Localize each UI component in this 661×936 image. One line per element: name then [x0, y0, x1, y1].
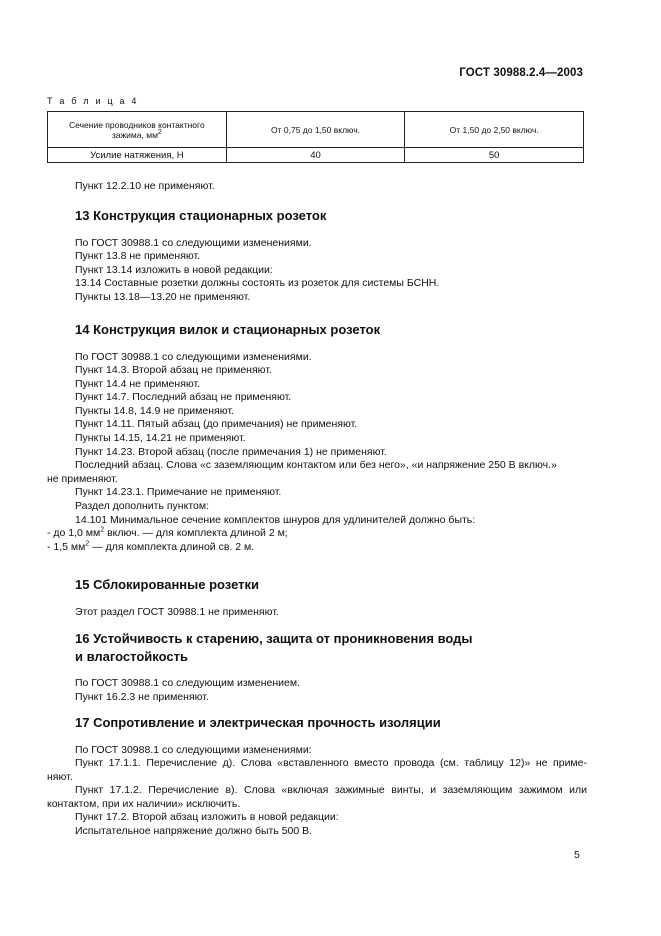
text-line: Последний абзац. Слова «с заземляющим контактом или без него», «и напряжение 250 В включ.»	[75, 459, 557, 472]
text-line: Пункты 14.8, 14.9 не применяют.	[75, 404, 234, 417]
text-line: Пункт 13.14 изложить в новой редакции:	[75, 263, 273, 276]
text-line: Пункт 13.8 не применяют.	[75, 250, 201, 263]
page-number: 5	[574, 849, 580, 861]
text-line: По ГОСТ 30988.1 со следующими изменениями.	[75, 350, 312, 363]
text-line: По ГОСТ 30988.1 со следующим изменением.	[75, 677, 301, 689]
section-heading: 15 Сблокированные розетки	[75, 577, 260, 592]
table-cell: От 1,50 до 2,50 включ.	[405, 112, 584, 148]
table-cell: От 0,75 до 1,50 включ.	[226, 112, 405, 148]
text-line: 14.101 Минимальное сечение комплектов шнуров для удлинителей должно быть:	[75, 513, 476, 526]
table-cell: 40	[226, 148, 405, 163]
section-heading: и влагостойкость	[75, 648, 188, 664]
text-line: Пункт 16.2.3 не применяют.	[75, 690, 209, 703]
list-item: - до 1,0 $мм^2$ включ. — для комплекта длиной 2 м;	[47, 526, 288, 540]
text-line: Пункты 13.18—13.20 не применяют.	[75, 290, 251, 303]
document-header: ГОСТ 30988.2.4—2003	[459, 67, 583, 79]
table-row	[48, 112, 584, 148]
section-13	[47, 207, 587, 304]
text-line: Пункт 17.2. Второй абзац изложить в новой редакции:	[75, 811, 339, 824]
section-14	[47, 321, 587, 554]
text-line: Пункты 14.15, 14.21 не применяют.	[75, 432, 246, 445]
table-row	[48, 148, 584, 163]
section-16	[47, 630, 587, 704]
section-heading: 16 Устойчивость к старению, защита от проникновения воды	[75, 631, 473, 646]
text-line: Раздел дополнить пунктом:	[75, 500, 209, 513]
table-cell: 50	[405, 148, 584, 163]
table-cell: Сечение проводников контактного зажима, $мм^2$	[48, 112, 227, 148]
section-17	[47, 714, 587, 839]
text-line: Пункт 14.23. Второй абзац (после примечания 1) не применяют.	[75, 445, 387, 458]
paragraph-12-2-10: Пункт 12.2.10 не применяют.	[75, 180, 215, 192]
section-heading: 17 Сопротивление и электрическая прочность изоляции	[75, 715, 441, 730]
text-line: Пункт 14.7. Последний абзац не применяют.	[75, 391, 292, 404]
table-4	[47, 111, 584, 163]
text-line: контактом, при их наличии» исключить.	[47, 797, 241, 810]
text-line: Этот раздел ГОСТ 30988.1 не применяют.	[75, 605, 279, 618]
text-line: няют.	[47, 770, 73, 783]
text-line: 13.14 Составные розетки должны состоять из розеток для системы БСНН.	[75, 277, 440, 290]
text-line: Пункт 14.3. Второй абзац не применяют.	[75, 364, 272, 377]
list-item: - 1,5 $мм^2$ — для комплекта длиной св. 2 м.	[47, 540, 255, 553]
text-line: Пункт 14.4 не применяют.	[75, 377, 201, 390]
section-15	[47, 576, 587, 619]
text-line: По ГОСТ 30988.1 со следующими изменениями.	[75, 236, 312, 249]
text-line: Пункт 17.1.2. Перечисление в). Слова «включая зажимные винты, и заземляющим зажимом или	[75, 784, 587, 797]
text-line: не применяют.	[47, 472, 118, 485]
text-line: Пункт 17.1.1. Перечисление д). Слова «вставленного вместо провода (см. таблицу 12)» не приме-	[75, 757, 587, 770]
text-line: По ГОСТ 30988.1 со следующими изменениями:	[75, 743, 312, 756]
section-heading: 14 Конструкция вилок и стационарных розеток	[75, 322, 381, 337]
text-line: Испытательное напряжение должно быть 500 В.	[75, 825, 313, 838]
text-line: Пункт 14.23.1. Примечание не применяют.	[75, 486, 282, 499]
text-line: Пункт 14.11. Пятый абзац (до примечания) не применяют.	[75, 418, 358, 431]
table-caption: Т а б л и ц а 4	[47, 96, 139, 106]
table-cell: Усилие натяжения, Н	[48, 148, 227, 163]
section-heading: 13 Конструкция стационарных розеток	[75, 208, 327, 223]
